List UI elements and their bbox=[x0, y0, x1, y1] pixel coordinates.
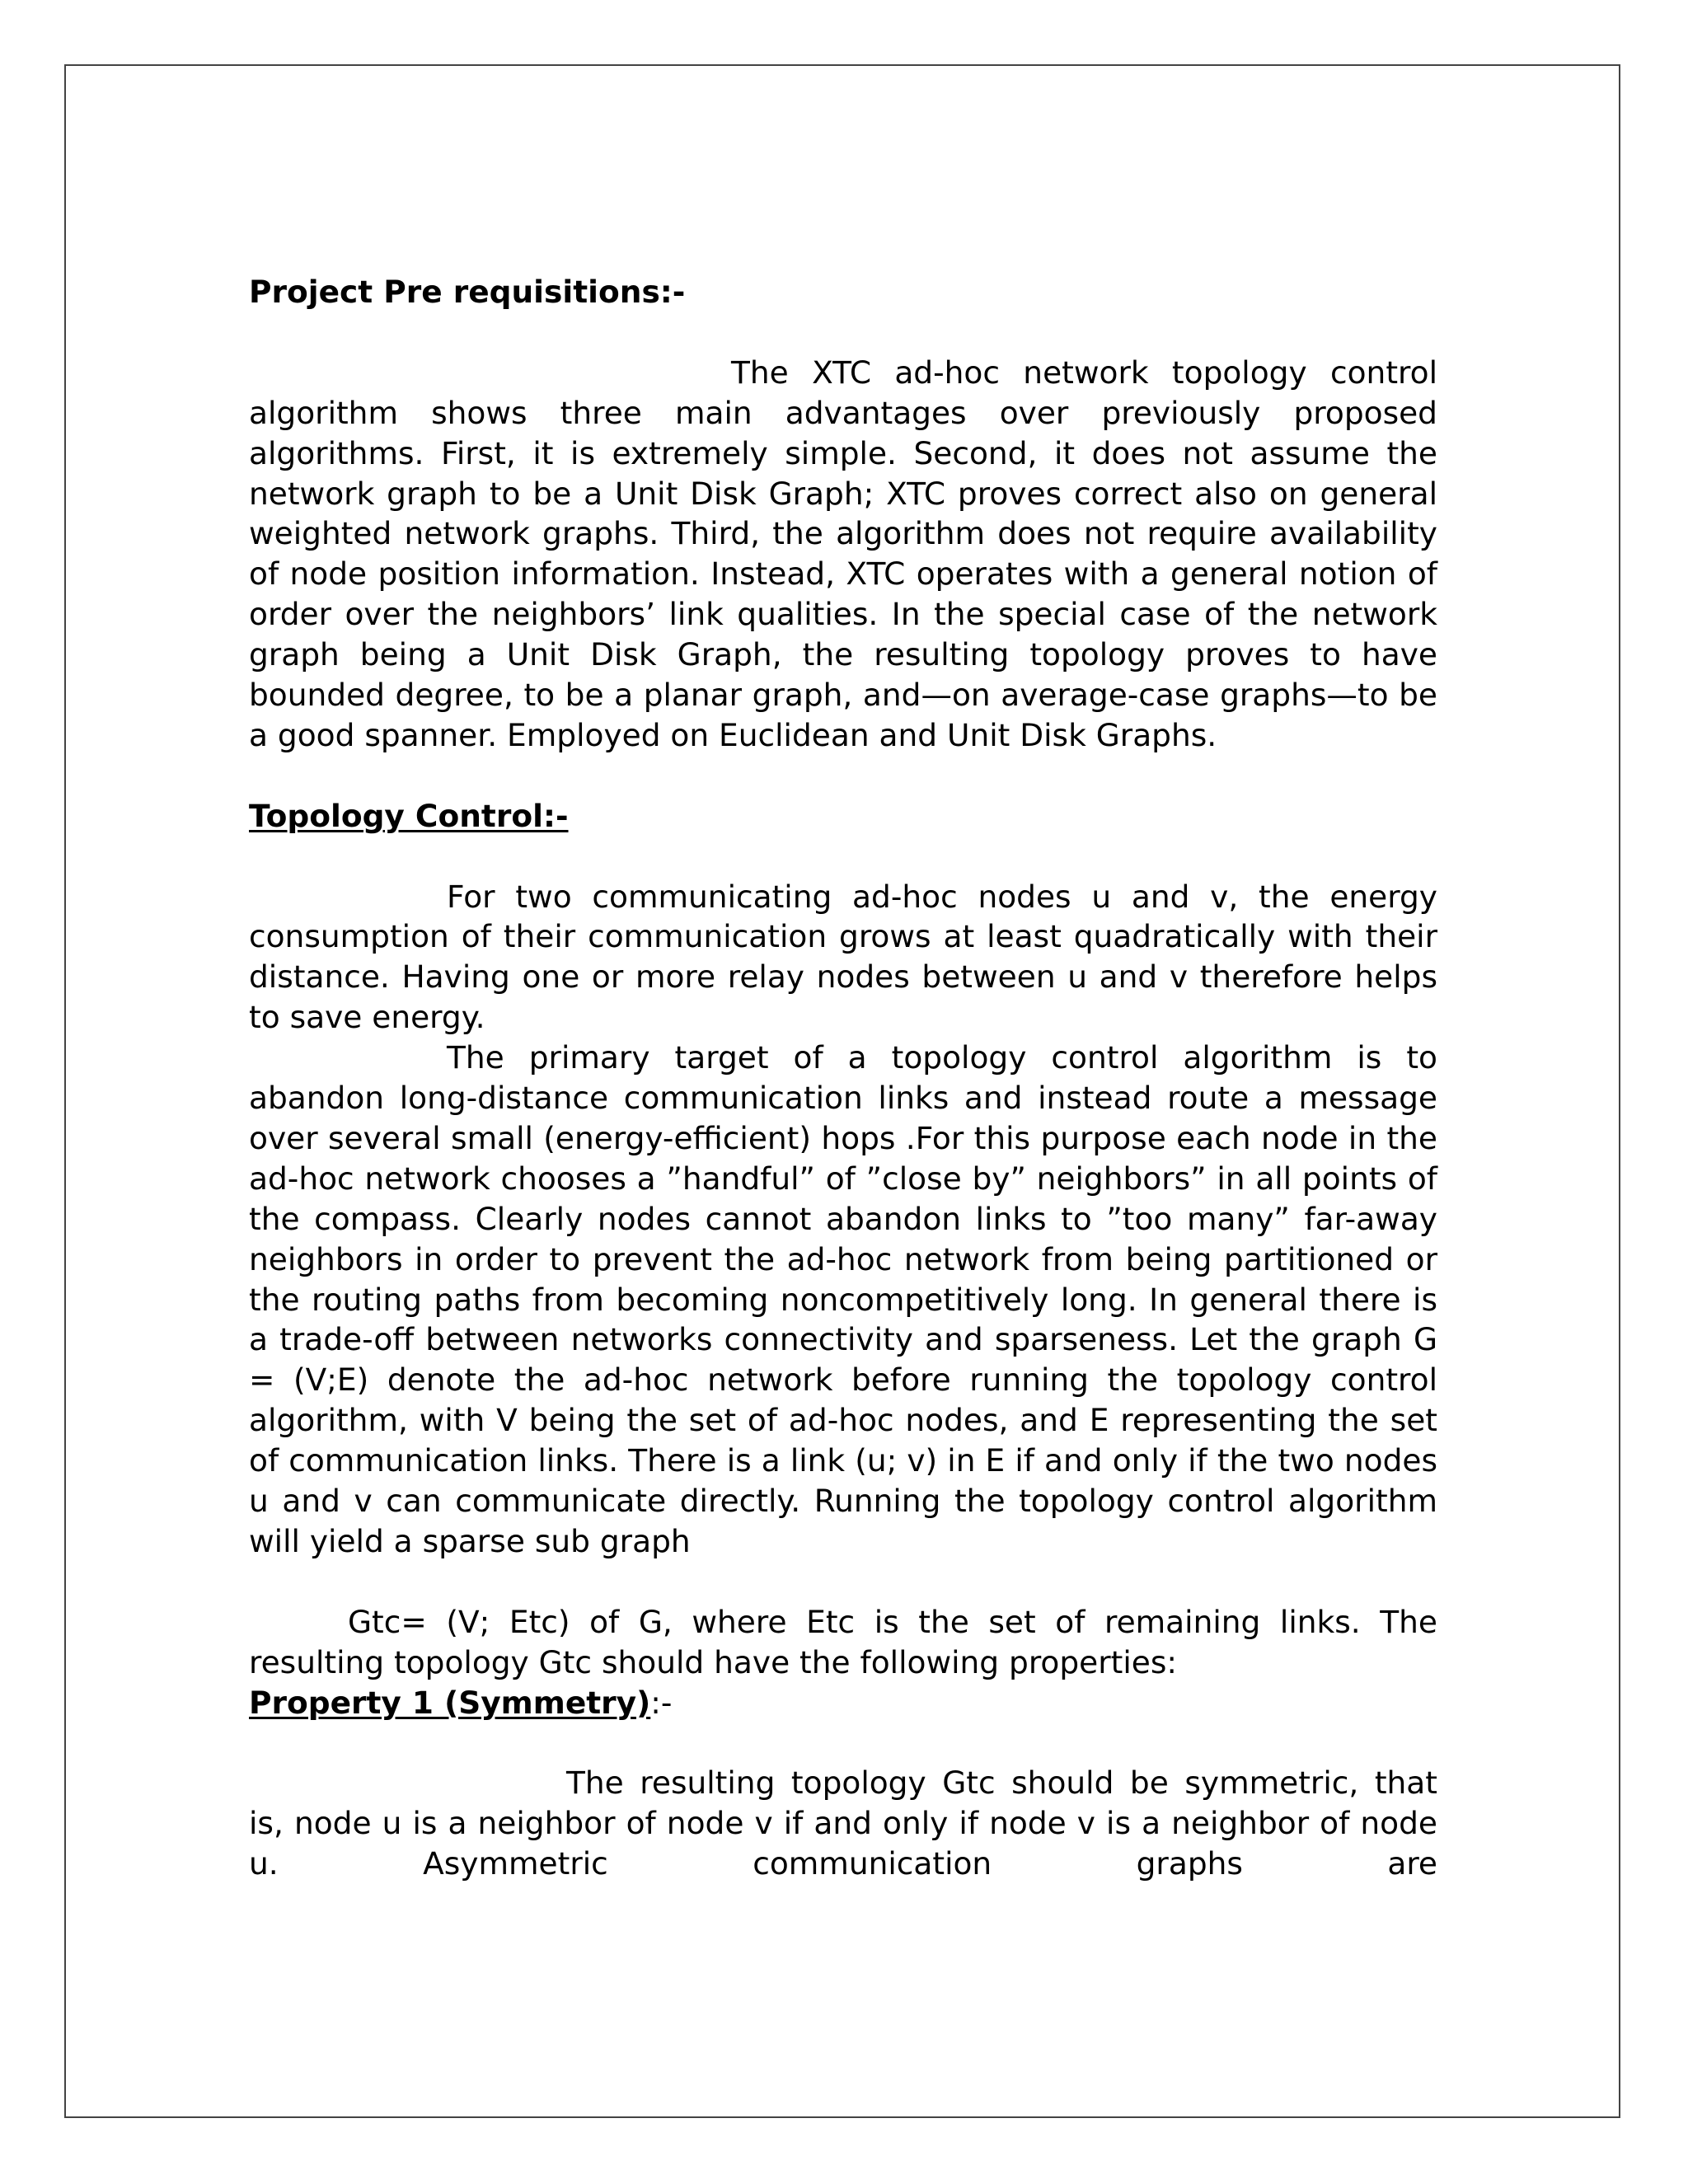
spacer bbox=[249, 837, 1437, 877]
spacer bbox=[249, 756, 1437, 796]
topology-control-paragraph-3: Gtc= (V; Etc) of G, where Etc is the set of remaining links. The resulting topology Gtc should have the following properties: bbox=[249, 1603, 1437, 1680]
topology-control-paragraph-1: For two communicating ad-hoc nodes u and v, the energy consumption of their communication grows at least quadratically with their distance. Having one or more relay nodes between u and v therefore helps to save energy. bbox=[249, 878, 1437, 1036]
prerequisites-paragraph: The XTC ad-hoc network topology control algorithm shows three main advantages over previously proposed algorithms. First, it is extremely simple. Second, it does not assume the network graph to be a Unit Disk Graph; XTC proves correct also on general weighted network graphs. Third, the algorithm does not require availability of node position information. Instead, XTC operates with a general notion of order over the neighbors’ link qualities. In the special case of the network graph being a Unit Disk Graph, the resulting topology proves to have bounded degree, to be a planar graph, and—on average-case graphs—to be a good spanner. Employed on Euclidean and Unit Disk Graphs. bbox=[249, 354, 1437, 753]
prerequisites-heading: Project Pre requisitions:- bbox=[249, 274, 686, 310]
topology-control-paragraph-2: The primary target of a topology control algorithm is to abandon long-distance communication links and instead route a message over several small (energy-efficient) hops .For this purpose each node in the ad-hoc network chooses a ”handful” of ”close by” neighbors” in all points of the compass. Clearly nodes cannot abandon links to ”too many” far-away neighbors in order to prevent the ad-hoc network from being partitioned or the routing paths from becoming noncompetitively long. In general there is a trade-off between networks connectivity and sparseness. Let the graph G = (V;E) denote the ad-hoc network before running the topology control algorithm, with V being the set of ad-hoc nodes, and E representing the set of communication links. There is a link (u; v) in E if and only if the two nodes u and v can communicate directly. Running the topology control algorithm will yield a sparse sub graph bbox=[249, 1039, 1437, 1560]
spacer bbox=[249, 312, 1437, 353]
property-1-suffix: :- bbox=[650, 1684, 673, 1721]
spacer bbox=[249, 1723, 1437, 1764]
topology-control-heading: Topology Control:- bbox=[249, 797, 569, 834]
document-body bbox=[249, 272, 1437, 1884]
property-1-paragraph: The resulting topology Gtc should be symmetric, that is, node u is a neighbor of node v if and only if node v is a neighbor of node u. Asymmetric communication graphs are bbox=[249, 1765, 1437, 1882]
property-1-heading bbox=[249, 1683, 1437, 1723]
property-1-title: Property 1 (Symmetry) bbox=[249, 1684, 651, 1721]
spacer bbox=[249, 1562, 1437, 1602]
